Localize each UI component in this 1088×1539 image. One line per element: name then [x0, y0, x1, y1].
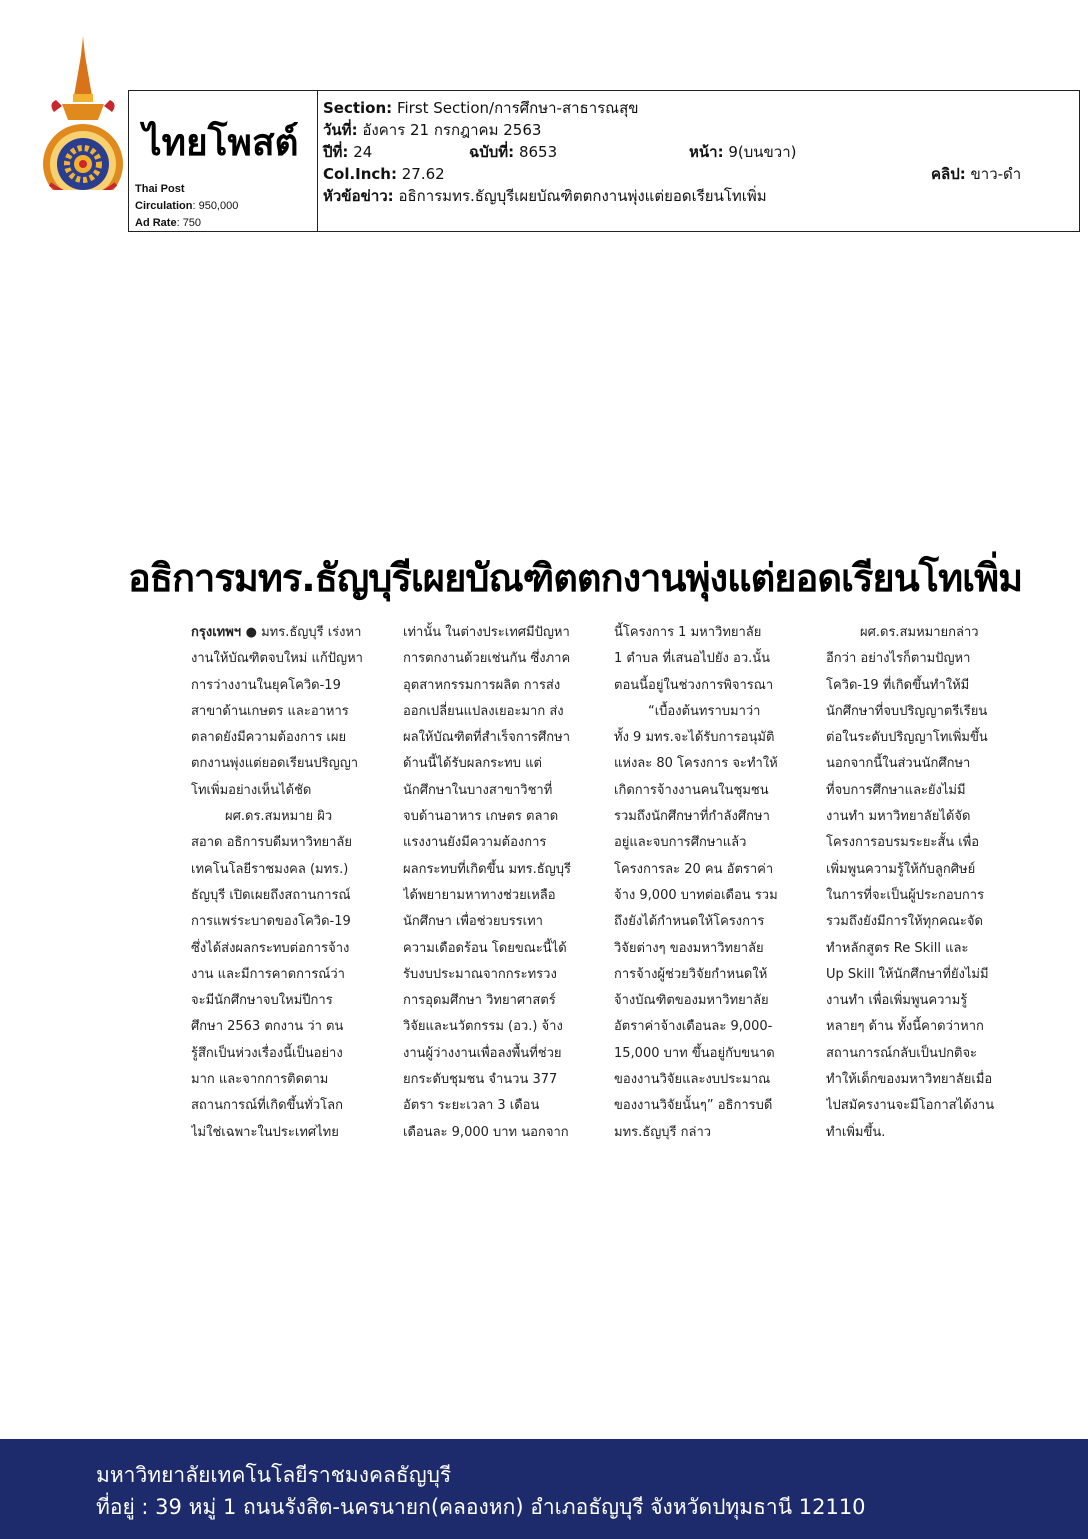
column-line: อัตราค่าจ้างเดือนละ 9,000-	[614, 1019, 773, 1035]
column-line: สถานการณ์กลับเป็นปกติจะ	[826, 1045, 978, 1061]
university-seal-logo	[40, 34, 126, 190]
column-line: 1 ตำบล ที่เสนอไปยัง อว.นั้น	[614, 651, 771, 667]
column-line: จะมีนักศึกษาจบใหม่ปีการ	[191, 993, 333, 1009]
column-line: งาน และมีการคาดการณ์ว่า	[191, 966, 345, 982]
column-line: ไปสมัครงานจะมีโอกาสได้งาน	[826, 1098, 995, 1114]
column-line: โครงการละ 20 คน อัตราค่า	[614, 861, 774, 877]
column-line: ตกงานพุ่งแต่ยอดเรียนปริญญา	[191, 756, 359, 772]
column-line: รวมถึงยังมีการให้ทุกคณะจัด	[826, 914, 983, 930]
column-line: อยู่และจบการศึกษาแล้ว	[614, 835, 747, 851]
column-line: ตอนนี้อยู่ในช่วงการพิจารณา	[614, 677, 774, 693]
column-line: ความเดือดร้อน โดยขณะนี้ได้	[403, 940, 567, 956]
column-line: ทำให้เด็กของมหาวิทยาลัยเมื่อ	[826, 1072, 993, 1088]
column-line: นี้โครงการ 1 มหาวิทยาลัย	[614, 625, 762, 640]
column-line: จบด้านอาหาร เกษตร ตลาด	[403, 809, 559, 825]
column-line: นักศึกษาที่จบปริญญาตรีเรียน	[826, 703, 988, 719]
title-value: อธิการมทร.ธัญบุรีเผยบัณฑิตตกงานพุ่งแต่ยอดเรียนโทเพิ่ม	[398, 187, 767, 205]
column-line: โทเพิ่มอย่างเห็นได้ชัด	[191, 782, 312, 798]
column-line: ผลกระทบที่เกิดขึ้น มทร.ธัญบุรี	[403, 861, 571, 877]
column-line: ทั้ง 9 มทร.จะได้รับการอนุมัติ	[614, 730, 775, 746]
issue-label: ฉบับที่:	[469, 143, 515, 161]
section-label: Section:	[323, 99, 393, 117]
column-line: ด้านนี้ได้รับผลกระทบ แต่	[403, 756, 542, 772]
column-line: นอกจากนี้ในส่วนนักศึกษา	[826, 756, 971, 772]
column-line: โครงการอบรมระยะสั้น เพื่อ	[826, 835, 980, 851]
column-line: ทำเพิ่มขึ้น.	[826, 1124, 886, 1140]
article-dateline: กรุงเทพฯ ●	[191, 625, 257, 640]
title-row	[323, 185, 1073, 207]
newspaper-meta: Thai Post Circulation: 950,000 Ad Rate: 750	[135, 183, 239, 229]
year-value: 24	[353, 143, 373, 161]
year-label: ปีที่:	[323, 143, 349, 161]
column-line: การตกงานด้วยเช่นกัน ซึ่งภาค	[403, 651, 571, 667]
column-line: ออกเปลี่ยนแปลงเยอะมาก ส่ง	[403, 703, 564, 719]
footer-address: ที่อยู่ : 39 หมู่ 1 ถนนรังสิต-นครนายก(คลองหก) อำเภอธัญบุรี จังหวัดปทุมธานี 12110	[96, 1495, 866, 1519]
column-line: ผศ.ดร.สมหมาย ผิว	[225, 809, 333, 825]
column-line: ผศ.ดร.สมหมายกล่าว	[860, 625, 979, 640]
column-line: ศึกษา 2563 ตกงาน ว่า ตน	[191, 1019, 344, 1035]
column-line: มทร.ธัญบุรี กล่าว	[614, 1124, 712, 1140]
column-line: นักศึกษาในบางสาขาวิชาที่	[403, 782, 553, 798]
column-line: ผลให้บัณฑิตที่สำเร็จการศึกษา	[403, 730, 571, 746]
clip-type-label: คลิป:	[931, 165, 966, 183]
newspaper-logo: ไทยโพสต์	[143, 121, 299, 164]
column-line: ของงานวิจัยและงบประมาณ	[614, 1072, 771, 1088]
header-divider	[317, 91, 318, 231]
clipping-header-box	[128, 90, 1080, 232]
column-line: การแพร่ระบาดของโควิด-19	[191, 914, 351, 930]
article-column-1	[191, 620, 387, 1146]
adrate-value: 750	[182, 217, 202, 229]
article-headline: อธิการมทร.ธัญบุรีเผยบัณฑิตตกงานพุ่งแต่ยอดเรียนโทเพิ่ม	[128, 556, 1023, 600]
column-line: การอุดมศึกษา วิทยาศาสตร์	[403, 993, 556, 1009]
column-line: งานทำ มหาวิทยาลัยได้จัด	[826, 809, 971, 825]
column-line: งานทำ เพื่อเพิ่มพูนความรู้	[826, 993, 968, 1009]
clip-type-value: ขาว-ดำ	[970, 165, 1022, 183]
column-line: ไม่ใช่เฉพาะในประเทศไทย	[191, 1124, 339, 1140]
column-line: รู้สึกเป็นห่วงเรื่องนี้เป็นอย่าง	[191, 1045, 343, 1061]
column-line: ยกระดับชุมชน จำนวน 377	[403, 1072, 558, 1088]
page-value: 9(บนขวา)	[728, 143, 797, 161]
column-line: หลายๆ ด้าน ทั้งนี้คาดว่าหาก	[826, 1019, 984, 1035]
column-line: สอาด อธิการบดีมหาวิทยาลัย	[191, 835, 353, 851]
date-row	[323, 119, 1073, 141]
seal-graphic	[40, 34, 126, 190]
column-line: โควิด-19 ที่เกิดขึ้นทำให้มี	[826, 677, 970, 693]
footer-band	[0, 1439, 1088, 1539]
adrate-label: Ad Rate	[135, 217, 177, 229]
newspaper-name: Thai Post	[135, 183, 185, 195]
issue-group	[469, 141, 557, 163]
page-group	[689, 141, 796, 163]
column-line: ต่อในระดับปริญญาโทเพิ่มขึ้น	[826, 730, 988, 746]
column-line: ของงานวิจัยนั้นๆ” อธิการบดี	[614, 1098, 773, 1114]
colinch-label: Col.Inch:	[323, 165, 397, 183]
column-line: Up Skill ให้นักศึกษาที่ยังไม่มี	[826, 966, 989, 982]
column-line: นักศึกษา เพื่อช่วยบรรเทา	[403, 914, 543, 930]
column-line: ได้พยายามหาทางช่วยเหลือ	[403, 887, 556, 903]
article-column-4	[826, 620, 1022, 1146]
section-value: First Section/การศึกษา-สาธารณสุข	[396, 99, 639, 117]
column-line: อุตสาหกรรมการผลิต การส่ง	[403, 677, 561, 693]
section-row	[323, 97, 1073, 119]
column-line: ที่จบการศึกษาและยังไม่มี	[826, 782, 966, 798]
column-line: การจ้างผู้ช่วยวิจัยกำหนดให้	[614, 966, 768, 982]
column-1-first-line	[191, 620, 387, 646]
issue-row	[323, 141, 1073, 163]
column-line: การว่างงานในยุคโควิด-19	[191, 677, 341, 693]
column-line: ตลาดยังมีความต้องการ เผย	[191, 730, 347, 746]
column-line: รวมถึงนักศึกษาที่กำลังศึกษา	[614, 809, 770, 825]
column-line: มาก และจากการติดตาม	[191, 1072, 329, 1088]
issue-value: 8653	[518, 143, 558, 161]
article-column-2	[403, 620, 599, 1146]
column-line: แห่งละ 80 โครงการ จะทำให้	[614, 756, 778, 772]
column-line: “เบื้องต้นทราบมาว่า	[648, 703, 761, 719]
circulation-value: 950,000	[198, 200, 239, 212]
page-label: หน้า:	[689, 143, 724, 161]
clip-type-group	[931, 163, 1021, 185]
column-line: ทำหลักสูตร Re Skill และ	[826, 940, 969, 956]
column-line: ในการที่จะเป็นผู้ประกอบการ	[826, 887, 985, 903]
footer-university-name: มหาวิทยาลัยเทคโนโลยีราชมงคลธัญบุรี	[96, 1463, 452, 1487]
column-line: จ้างบัณฑิตของมหาวิทยาลัย	[614, 993, 769, 1009]
column-line: เกิดการจ้างงานคนในชุมชน	[614, 782, 769, 798]
column-line: มทร.ธัญบุรี เร่งหา	[261, 625, 362, 640]
column-line: ซึ่งได้ส่งผลกระทบต่อการจ้าง	[191, 940, 350, 956]
colinch-value: 27.62	[401, 165, 445, 183]
column-line: ถึงยังได้กำหนดให้โครงการ	[614, 914, 765, 930]
colinch-row	[323, 163, 1073, 185]
column-line: เทคโนโลยีราชมงคล (มทร.)	[191, 861, 349, 877]
column-line: แรงงานยังมีความต้องการ	[403, 835, 547, 851]
column-line: อัตรา ระยะเวลา 3 เดือน	[403, 1098, 540, 1114]
date-label: วันที่:	[323, 121, 358, 139]
column-line: อีกว่า อย่างไรก็ตามปัญหา	[826, 651, 971, 667]
column-line: วิจัยต่างๆ ของมหาวิทยาลัย	[614, 940, 764, 956]
article-column-3	[614, 620, 810, 1146]
column-line: งานผู้ว่างงานเพื่อลงพื้นที่ช่วย	[403, 1045, 562, 1061]
column-line: เดือนละ 9,000 บาท นอกจาก	[403, 1124, 569, 1140]
column-line: รับงบประมาณจากกระทรวง	[403, 966, 557, 982]
title-label: หัวข้อข่าว:	[323, 187, 394, 205]
circulation-label: Circulation	[135, 200, 193, 212]
date-value: อังคาร 21 กรกฎาคม 2563	[362, 121, 542, 139]
column-line: จ้าง 9,000 บาทต่อเดือน รวม	[614, 887, 778, 903]
column-line: 15,000 บาท ขึ้นอยู่กับขนาด	[614, 1045, 775, 1061]
clip-fields	[323, 97, 1073, 207]
column-line: ธัญบุรี เปิดเผยถึงสถานการณ์	[191, 887, 351, 903]
column-line: เพิ่มพูนความรู้ให้กับลูกศิษย์	[826, 861, 976, 877]
column-line: เท่านั้น ในต่างประเทศมีปัญหา	[403, 625, 570, 640]
column-line: วิจัยและนวัตกรรม (อว.) จ้าง	[403, 1019, 563, 1035]
column-line: งานให้บัณฑิตจบใหม่ แก้ปัญหา	[191, 651, 363, 667]
column-line: สาขาด้านเกษตร และอาหาร	[191, 703, 349, 719]
column-line: สถานการณ์ที่เกิดขึ้นทั่วโลก	[191, 1098, 343, 1114]
